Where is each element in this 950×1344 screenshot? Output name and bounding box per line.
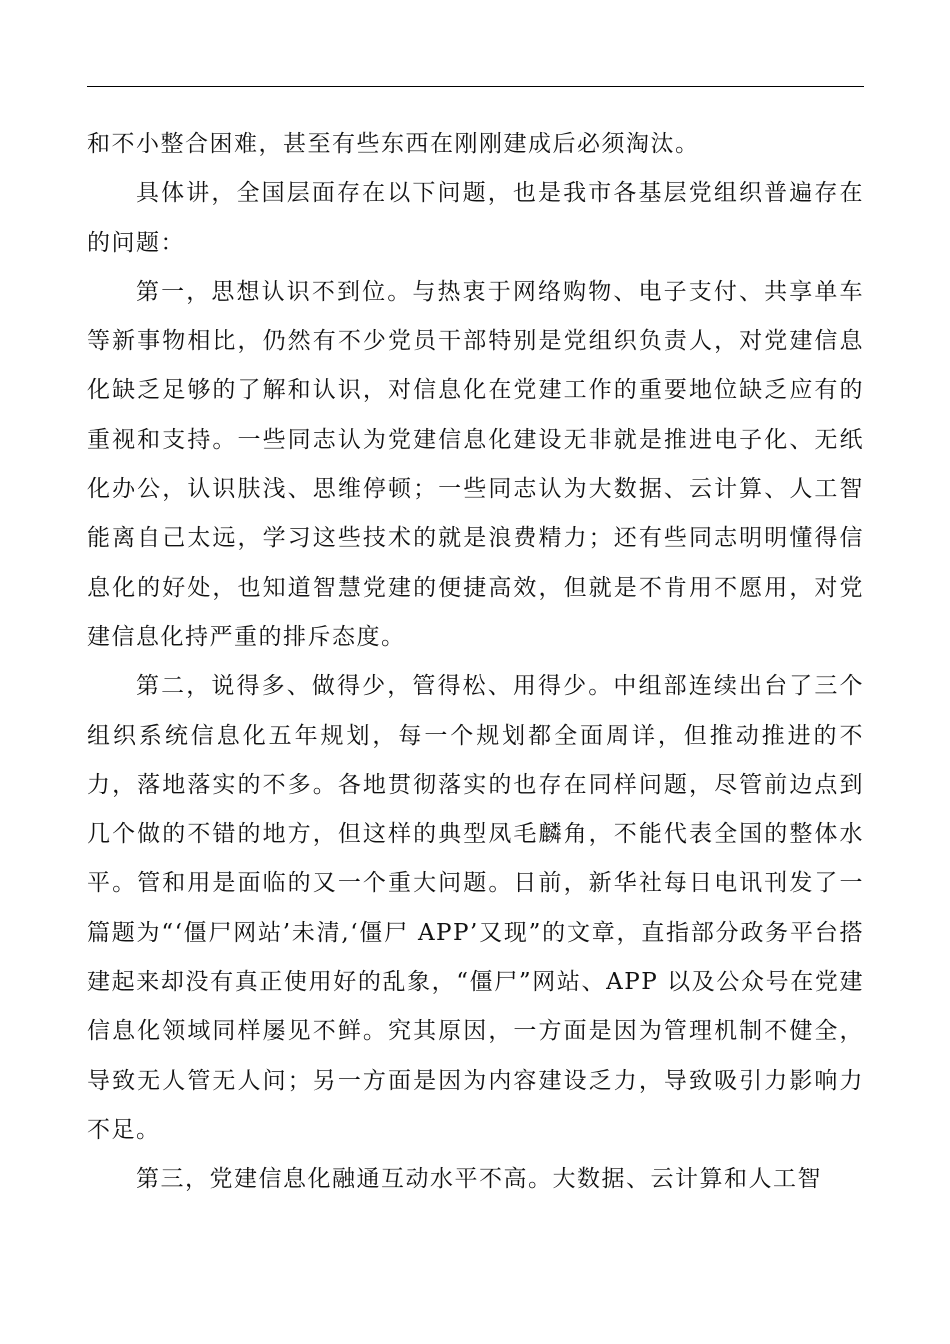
body-text	[87, 120, 864, 1205]
paragraph-point-one: 第一，思想认识不到位。与热衷于网络购物、电子支付、共享单车等新事物相比，仍然有不少党员干部特别是党组织负责人，对党建信息化缺乏足够的了解和认识，对信息化在党建工作的重要地位缺乏应有的重视和支持。一些同志认为党建信息化建设无非就是推进电子化、无纸化办公，认识肤浅、思维停顿；一些同志认为大数据、云计算、人工智能离自己太远，学习这些技术的就是浪费精力；还有些同志明明懂得信息化的好处，也知道智慧党建的便捷高效，但就是不肯用不愿用，对党建信息化持严重的排斥态度。	[87, 278, 864, 650]
paragraph-intro: 具体讲，全国层面存在以下问题，也是我市各基层党组织普遍存在的问题：	[87, 180, 864, 256]
paragraph-continuation: 和不小整合困难，甚至有些东西在刚刚建成后必须淘汰。	[87, 131, 700, 157]
paragraph-point-three: 第三，党建信息化融通互动水平不高。大数据、云计算和人工智	[136, 1166, 822, 1193]
header-rule	[87, 86, 864, 87]
paragraph-point-two: 第二，说得多、做得少，管得松、用得少。中组部连续出台了三个组织系统信息化五年规划，每一个规划都全面周详，但推动推进的不力，落地落实的不多。各地贯彻落实的也存在同样问题，尽管前边点到几个做的不错的地方，但这样的典型凤毛麟角，不能代表全国的整体水平。管和用是面临的又一个重大问题。日前，新华社每日电讯刊发了一篇题为“‘僵尸网站’未清,‘僵尸 APP’又现”的文章，直指部分政务平台搭建起来却没有真正使用好的乱象，“僵尸”网站、APP 以及公众号在党建信息化领域同样屡见不鲜。究其原因，一方面是因为管理机制不健全，导致无人管无人问；另一方面是因为内容建设乏力，导致吸引力影响力不足。	[87, 673, 864, 1143]
